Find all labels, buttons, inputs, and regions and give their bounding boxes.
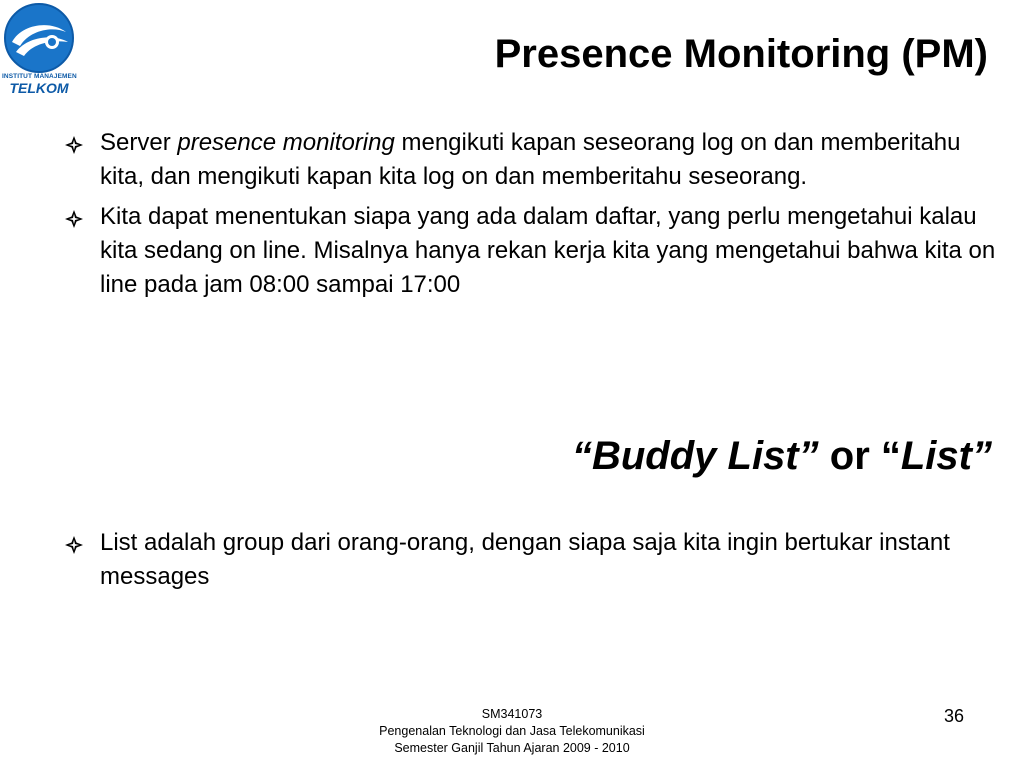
bullet-text-pre: Server bbox=[100, 129, 178, 156]
diamond-bullet-icon bbox=[64, 209, 84, 229]
diamond-bullet-icon bbox=[64, 135, 84, 155]
buddy-list-heading bbox=[572, 434, 992, 479]
heading-part-or: or “ bbox=[818, 434, 901, 478]
bullet-text: Kita dapat menentukan siapa yang ada dalam daftar, yang perlu mengetahui kalau kita sedang on line. Misalnya hanya rekan kerja kita yang mengetahui bahwa kita on line pada jam 08:00 sampai 17:00 bbox=[100, 203, 996, 298]
telkom-swoosh-icon bbox=[2, 2, 76, 74]
footer-course-name: Pengenalan Teknologi dan Jasa Telekomunikasi bbox=[379, 724, 645, 738]
bullet-list-bottom bbox=[62, 526, 1002, 600]
logo-institute-text: INSTITUT MANAJEMEN bbox=[2, 73, 77, 80]
heading-part-buddy-list: “Buddy List” bbox=[571, 434, 819, 478]
logo-telkom-text: TELKOM bbox=[9, 80, 69, 96]
bullet-list-top bbox=[62, 126, 1002, 308]
slide-title: Presence Monitoring (PM) bbox=[494, 32, 988, 76]
footer-course-code: SM341073 bbox=[481, 707, 543, 721]
slide-footer bbox=[300, 706, 724, 757]
heading-part-list: List” bbox=[900, 434, 992, 478]
bullet-item bbox=[62, 126, 1002, 194]
institute-logo bbox=[2, 2, 76, 96]
bullet-item bbox=[62, 200, 1002, 302]
bullet-text: List adalah group dari orang-orang, dengan siapa saja kita ingin bertukar instant messages bbox=[100, 529, 950, 590]
footer-semester: Semester Ganjil Tahun Ajaran 2009 - 2010 bbox=[394, 741, 630, 755]
bullet-item bbox=[62, 526, 1002, 594]
page-number: 36 bbox=[943, 706, 964, 726]
bullet-text-post: mengikuti kapan seseorang log on dan memberitahu kita, dan mengikuti kapan kita log on dan memberitahu seseorang. bbox=[100, 129, 961, 190]
diamond-bullet-icon bbox=[64, 535, 84, 555]
bullet-text-emphasis: presence monitoring bbox=[177, 129, 395, 156]
